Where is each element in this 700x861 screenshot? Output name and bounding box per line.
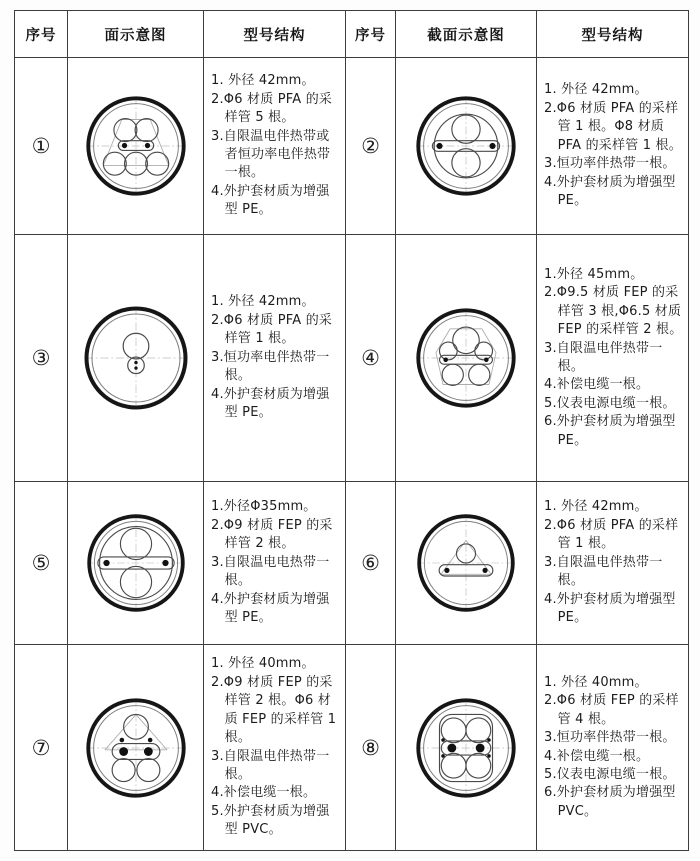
spec-list: [204, 68, 345, 224]
spec-line: 3.恒功率电伴热带一根。: [211, 349, 330, 384]
header-face-diagram: 面示意图: [68, 11, 204, 58]
diagram-cell: [396, 235, 537, 482]
header-row: [15, 11, 689, 58]
header-serial-left: 序号: [15, 11, 68, 58]
row-number-cell: [346, 482, 396, 645]
spec-line: 4.外护套材质为增强型 PE。: [544, 174, 676, 209]
spec-line: 1. 外径 40mm。: [544, 674, 648, 690]
spec-cell: [204, 645, 346, 851]
spec-line: 5.外护套材质为增强型 PVC。: [211, 803, 330, 838]
spec-line: 1. 外径 42mm。: [211, 73, 315, 89]
diagram-cell: [68, 235, 204, 482]
spec-list: [204, 651, 345, 844]
circled-number-4: ④: [361, 346, 380, 370]
spec-list: [537, 670, 688, 826]
table-row: [15, 645, 689, 851]
spec-line: 3.自限温电伴热带或者恒功率电伴热带一根。: [211, 128, 331, 181]
spec-cell: [537, 235, 689, 482]
header-serial-right: 序号: [346, 11, 396, 58]
spec-line: 1.外径Φ35mm。: [211, 499, 317, 515]
cable-cross-section-diagram-3: [81, 303, 191, 413]
spec-list: [537, 77, 688, 214]
spec-cell: [537, 645, 689, 851]
cable-cross-section-diagram-1: [83, 93, 189, 199]
diagram-cell: [396, 58, 537, 235]
spec-line: 1. 外径 42mm。: [211, 294, 315, 310]
header-section-diagram: 截面示意图: [396, 11, 537, 58]
cable-cross-section-diagram-7: [83, 695, 189, 801]
spec-line: 3.自限温电伴热带一根。: [211, 748, 330, 782]
spec-line: 1. 外径 40mm。: [211, 656, 315, 672]
spec-line: 4.外护套材质为增强型 PE。: [211, 183, 330, 218]
spec-line: 2.Φ6 材质 PFA 的采样管 5 根。: [211, 91, 333, 126]
spec-line: 4.补偿电缆一根。: [211, 785, 317, 801]
row-number-cell: [15, 482, 68, 645]
circled-number-3: ③: [31, 346, 51, 370]
row-number-cell: [346, 235, 396, 482]
circled-number-7: ⑦: [31, 735, 51, 760]
spec-line: 4.补偿电缆一根。: [544, 748, 650, 764]
spec-line: 2.Φ9 材质 FEP 的采样管 2 根。: [211, 517, 333, 552]
spec-line: 6.外护套材质为增强型 PE。: [544, 414, 676, 448]
diagram-cell: [68, 645, 204, 851]
spec-cell: [204, 235, 346, 482]
spec-line: 3.自限温电伴热带一根。: [544, 340, 663, 374]
cable-cross-section-diagram-4: [413, 305, 519, 411]
spec-line: 2.Φ9 材质 FEP 的采样管 2 根。Φ6 材质 FEP 的采样管 1 根。: [211, 674, 337, 746]
cable-cross-section-diagram-8: [413, 695, 519, 801]
circled-number-6: ⑥: [361, 551, 380, 575]
table-row: [15, 482, 689, 645]
spec-line: 3.自限温电伴热带一根。: [544, 554, 663, 589]
circled-number-5: ⑤: [31, 551, 51, 575]
spec-cell: [537, 58, 689, 235]
spec-list: [204, 289, 345, 426]
cable-cross-section-diagram-5: [84, 511, 188, 615]
table-row: [15, 58, 689, 235]
spec-line: 5.仪表电源电缆一根。: [544, 766, 676, 782]
cable-cross-section-diagram-6: [414, 511, 518, 615]
diagram-cell: [68, 482, 204, 645]
row-number-cell: [346, 58, 396, 235]
spec-line: 4.外护套材质为增强型 PE。: [211, 386, 330, 421]
spec-line: 4.外护套材质为增强型 PE。: [544, 591, 676, 626]
spec-line: 2.Φ6 材质 PFA 的采样管 1 根。: [211, 312, 333, 347]
spec-line: 2.Φ6 材质 PFA 的采样管 1 根。: [544, 517, 679, 552]
spec-cell: [537, 482, 689, 645]
spec-line: 1. 外径 42mm。: [544, 499, 648, 515]
spec-line: 3.恒功率伴热带一根。: [544, 730, 676, 746]
spec-line: 4.补偿电缆一根。: [544, 377, 650, 393]
spec-line: 1.外径 45mm。: [544, 266, 644, 282]
spec-list: [537, 262, 688, 455]
cable-cross-section-diagram-2: [413, 93, 519, 199]
spec-line: 2.Φ9.5 材质 FEP 的采样管 3 根,Φ6.5 材质 FEP 的采样管 2 根。: [544, 285, 683, 338]
diagram-cell: [396, 482, 537, 645]
diagram-cell: [68, 58, 204, 235]
spec-cell: [204, 58, 346, 235]
spec-line: 3.自限温电电热带一根。: [211, 554, 330, 589]
spec-line: 3.恒功率伴热带一根。: [544, 156, 676, 172]
diagram-cell: [396, 645, 537, 851]
cable-spec-table: [14, 10, 689, 851]
row-number-cell: [346, 645, 396, 851]
spec-line: 2.Φ6 材质 PFA 的采样管 1 根。Φ8 材质 PFA 的采样管 1 根。: [544, 100, 682, 153]
row-number-cell: [15, 235, 68, 482]
spec-line: 2.Φ6 材质 FEP 的采样管 4 根。: [544, 693, 679, 727]
document-sheet: [14, 10, 689, 851]
row-number-cell: [15, 645, 68, 851]
spec-line: 6.外护套材质为增强型 PVC。: [544, 785, 676, 819]
spec-list: [204, 494, 345, 631]
table-row: [15, 235, 689, 482]
header-model-structure-left: 型号结构: [204, 11, 346, 58]
row-number-cell: [15, 58, 68, 235]
spec-line: 5.仪表电源电缆一根。: [544, 395, 676, 411]
spec-list: [537, 494, 688, 631]
circled-number-8: ⑧: [361, 735, 380, 760]
circled-number-2: ②: [361, 134, 380, 158]
circled-number-1: ①: [31, 134, 51, 158]
spec-line: 1. 外径 42mm。: [544, 82, 648, 98]
header-model-structure-right: 型号结构: [537, 11, 689, 58]
spec-cell: [204, 482, 346, 645]
spec-line: 4.外护套材质为增强型 PE。: [211, 591, 330, 626]
